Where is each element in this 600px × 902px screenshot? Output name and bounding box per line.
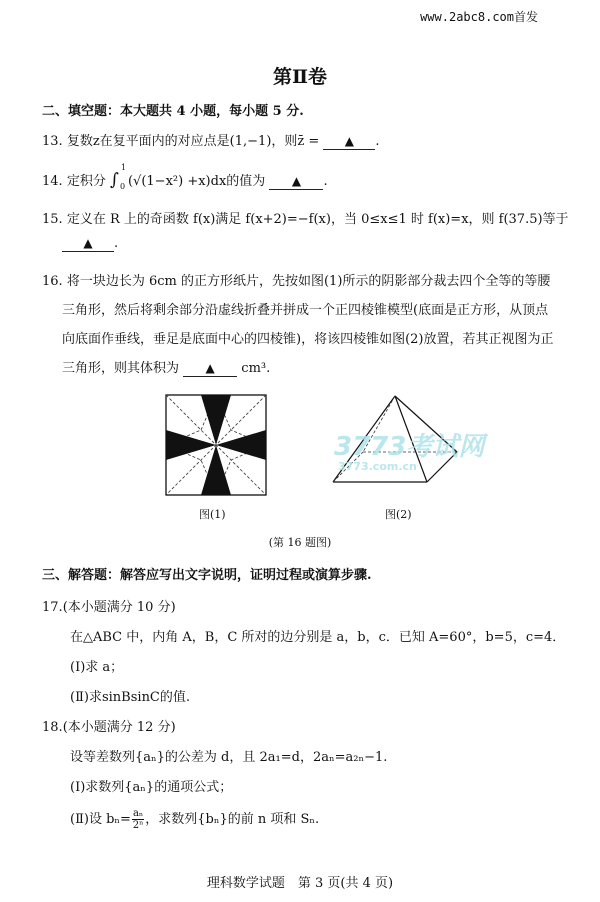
figure-1-label: 图(1) <box>199 508 226 521</box>
question-17 <box>42 596 176 615</box>
q13-lhs: z̄ = <box>297 134 320 149</box>
q18-part-1: (Ⅰ)求数列{aₙ}的通项公式； <box>70 780 233 795</box>
q15-number: 15. <box>42 212 63 227</box>
q13-text: 复数z在复平面内的对应点是(1,−1)，则 <box>66 134 298 149</box>
q13-end: . <box>375 134 380 149</box>
q18-p2-pre: (Ⅱ)设 bₙ= <box>70 812 131 827</box>
question-16 <box>42 270 550 289</box>
q16-number: 16. <box>42 274 63 289</box>
q14-pre: 定积分 <box>66 174 106 189</box>
question-15 <box>42 208 569 227</box>
q14-answer-blank <box>269 174 323 190</box>
question-14 <box>42 163 328 191</box>
q18-fraction-denominator: 2ⁿ <box>132 820 144 831</box>
integral-lower-limit: 0 <box>119 182 126 191</box>
q17-score: (本小题满分 10 分) <box>62 600 176 615</box>
q16-unit: cm³. <box>241 361 271 376</box>
volume-title: 第Ⅱ卷 <box>272 66 327 88</box>
integral-sign: ∫ 1 0 <box>109 163 127 191</box>
question-15-line2 <box>62 236 118 252</box>
q14-blank-mark: ▲ <box>291 174 302 188</box>
q14-number: 14. <box>42 174 63 189</box>
figure-2-label: 图(2) <box>385 508 412 521</box>
q16-blank-mark: ▲ <box>205 361 215 375</box>
q18-p2-post: ，求数列{bₙ}的前 n 项和 Sₙ. <box>145 812 320 827</box>
q16-line-2: 三角形，然后将剩余部分沿虚线折叠并拼成一个正四棱锥模型(底面是正方形，从顶点 <box>62 303 549 318</box>
q15-text: 定义在 R 上的奇函数 f(x)满足 f(x+2)=−f(x)，当 0≤x≤1 时 f(x)=x，则 f(37.5)等于 <box>66 212 569 227</box>
q15-answer-blank <box>62 236 114 252</box>
q18-number: 18. <box>42 720 63 735</box>
site-header: www.2abc8.com首发 <box>420 10 538 24</box>
q14-integrand: (√(1−x²) +x)dx <box>127 174 227 189</box>
section3-heading: 三、解答题：解答应写出文字说明，证明过程或演算步骤. <box>42 568 372 583</box>
q18-score: (本小题满分 12 分) <box>62 720 176 735</box>
section2-heading: 二、填空题：本大题共 4 小题，每小题 5 分. <box>42 104 304 119</box>
question-13 <box>42 130 380 150</box>
q16-line-3: 向底面作垂线，垂足是底面中心的四棱锥)，将该四棱锥如图(2)放置，若其正视图为正 <box>62 332 554 347</box>
q15-end: . <box>114 236 119 251</box>
page-footer: 理科数学试题 第 3 页(共 4 页) <box>206 876 394 891</box>
q14-post: 的值为 <box>226 174 266 189</box>
q18-fraction <box>132 808 144 831</box>
integral-upper-limit: 1 <box>120 163 127 172</box>
q15-blank-mark: ▲ <box>83 236 93 250</box>
figure-caption: (第 16 题图) <box>268 536 332 549</box>
watermark-main: 3773考试网 <box>334 432 485 462</box>
q16-last-pre: 三角形，则其体积为 <box>62 361 180 376</box>
q16-answer-blank <box>183 361 237 377</box>
q17-stem: 在△ABC 中，内角 A，B，C 所对的边分别是 a，b，c．已知 A=60°，b=5，c=4． <box>70 630 566 645</box>
question-18 <box>42 716 176 735</box>
watermark-sub: 3773.com.cn <box>338 460 417 473</box>
q17-part-1: (Ⅰ)求 a； <box>70 660 124 675</box>
q14-end: . <box>323 174 328 189</box>
q18-stem: 设等差数列{aₙ}的公差为 d，且 2a₁=d，2aₙ=a₂ₙ−1. <box>70 750 388 765</box>
q16-line-4 <box>62 357 270 377</box>
q17-number: 17. <box>42 600 63 615</box>
figure-1-square <box>165 394 267 496</box>
q13-blank-mark: ▲ <box>344 134 355 148</box>
q13-answer-blank <box>323 134 375 150</box>
q16-line-1: 将一块边长为 6cm 的正方形纸片，先按如图(1)所示的阴影部分裁去四个全等的等腰 <box>66 274 551 289</box>
q17-part-2: (Ⅱ)求sinBsinC的值. <box>70 690 191 705</box>
q18-fraction-numerator: aₙ <box>132 808 144 819</box>
q13-number: 13. <box>42 134 63 149</box>
q18-part-2 <box>70 808 319 831</box>
